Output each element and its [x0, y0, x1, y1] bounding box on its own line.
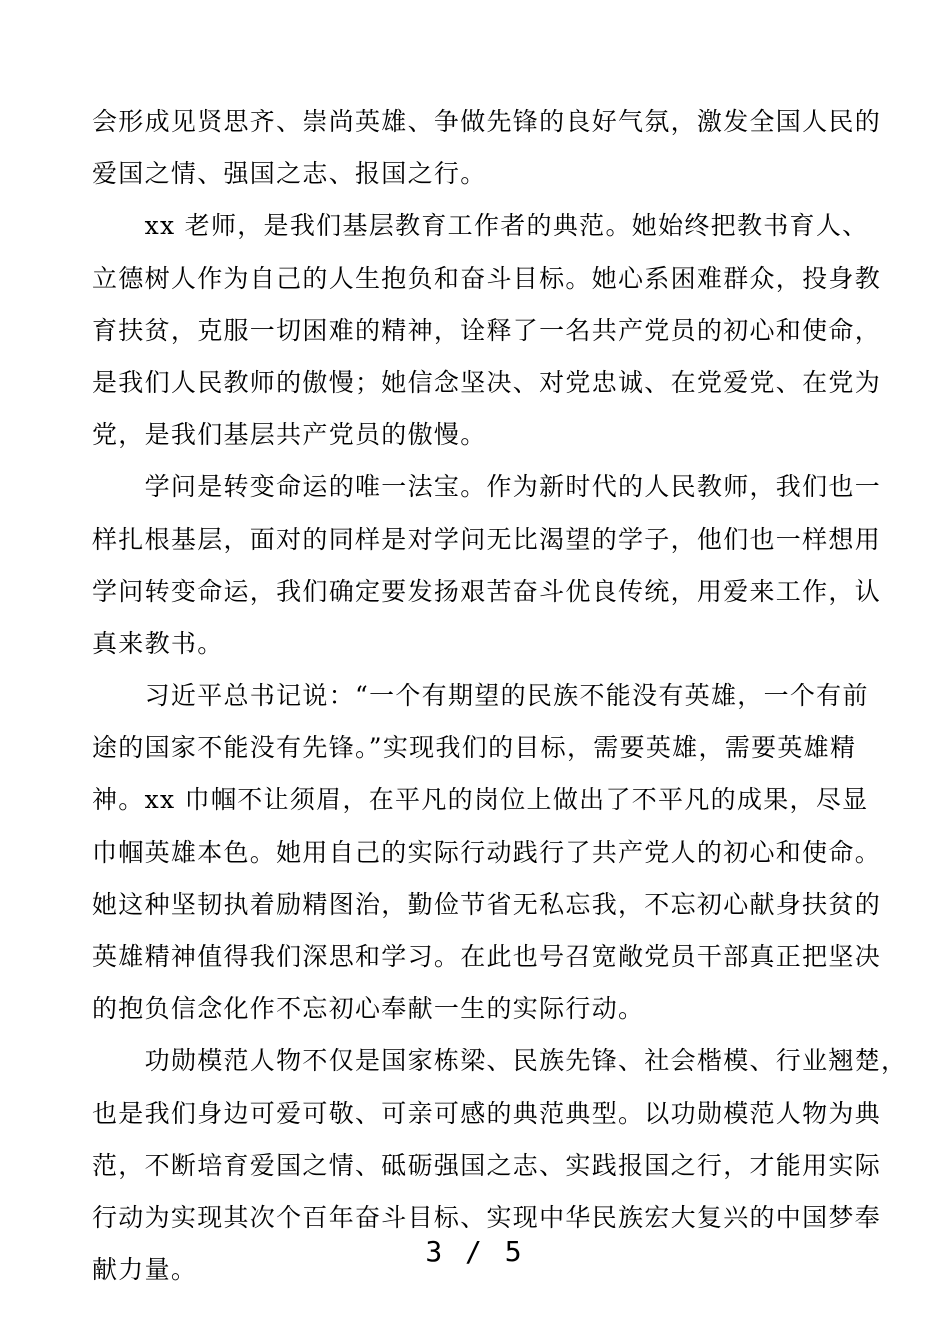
paragraph-4: [92, 670, 882, 1035]
document-body: [92, 96, 908, 1296]
page-number: 3 / 5: [425, 1235, 525, 1268]
text-line: 献力量。: [92, 1255, 198, 1285]
text-line: 神。xx 巾帼不让须眉，在平凡的岗位上做出了不平凡的成果，尽显: [92, 785, 869, 815]
text-line: xx 老师，是我们基层教育工作者的典范。她始终把教书育人、: [92, 211, 869, 241]
text-line: 的抱负信念化作不忘初心奉献一生的实际行动。: [92, 994, 645, 1024]
text-line: 爱国之情、强国之志、报国之行。: [92, 159, 487, 189]
text-line: 范，不断培育爱国之情、砥砺强国之志、实践报国之行，才能用实际: [92, 1150, 882, 1180]
text-line: 习近平总书记说：“一个有期望的民族不能没有英雄，一个有前: [92, 681, 869, 711]
text-line: 英雄精神值得我们深思和学习。在此也号召宽敞党员干部真正把坚决: [92, 942, 882, 971]
text-line: 育扶贫，克服一切困难的精神，诠释了一名共产党员的初心和使命，: [92, 315, 882, 345]
text-line: 学问转变命运，我们确定要发扬艰苦奋斗优良传统，用爱来工作，认: [92, 576, 882, 606]
text-line: 党，是我们基层共产党员的傲慢。: [92, 420, 487, 450]
text-line: 样扎根基层，面对的同样是对学问无比渴望的学子，他们也一样想用: [92, 524, 882, 554]
text-line: 立德树人作为自己的人生抱负和奋斗目标。她心系困难群众，投身教: [92, 263, 882, 293]
text-line: 途的国家不能没有先锋。”实现我们的目标，需要英雄，需要英雄精: [92, 733, 857, 763]
text-line: 学问是转变命运的唯一法宝。作为新时代的人民教师，我们也一: [92, 472, 882, 502]
text-line: 巾帼英雄本色。她用自己的实际行动践行了共产党人的初心和使命。: [92, 837, 882, 867]
text-line: 真来教书。: [92, 628, 224, 658]
paragraph-3: [92, 461, 882, 670]
text-line: 功勋模范人物不仅是国家栋梁、民族先锋、社会楷模、行业翘楚，: [92, 1046, 908, 1076]
paragraph-1: [92, 96, 882, 200]
text-line: 会形成见贤思齐、崇尚英雄、争做先锋的良好气氛，激发全国人民的: [92, 107, 882, 136]
text-line: 她这种坚韧执着励精图治，勤俭节省无私忘我，不忘初心献身扶贫的: [92, 889, 882, 919]
text-line: 行动为实现其次个百年奋斗目标、实现中华民族宏大复兴的中国梦奉: [92, 1202, 882, 1232]
text-line: 是我们人民教师的傲慢；她信念坚决、对党忠诚、在党爱党、在党为: [92, 367, 882, 397]
paragraph-2: [92, 200, 882, 461]
text-line: 也是我们身边可爱可敬、可亲可感的典范典型。以功勋模范人物为典: [92, 1098, 882, 1128]
